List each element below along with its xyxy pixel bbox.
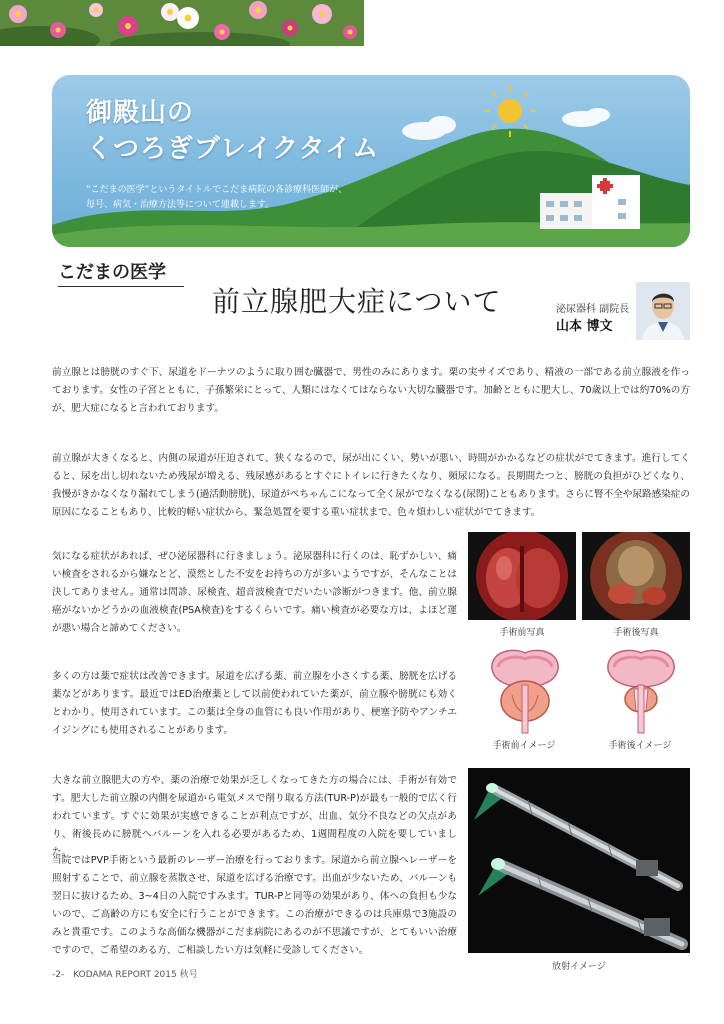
banner-desc-line1: “こだまの医学”というタイトルでこだま病院の各診療科医師が、 (86, 185, 348, 195)
laser-instrument-image (468, 768, 690, 953)
author-role: 泌尿器科 副院長 (556, 304, 630, 315)
before-surgery-photo (468, 532, 576, 620)
banner-title-line2: くつろぎブレイクタイム (86, 134, 380, 164)
before-surgery-illustration (484, 645, 566, 735)
header-flower-photo (0, 0, 364, 46)
banner-description (86, 183, 416, 213)
caption-before-photo: 手術前写真 (499, 628, 545, 638)
caption-after-photo: 手術後写真 (613, 628, 659, 638)
paragraph-medication: 多くの方は薬で症状は改善できます。尿道を広げる薬、前立腺を小さくする薬、膀胱を広げる薬などがあります。最近ではED治療薬として以前使われていた薬が、前立腺や膀胱にも効くとわかり、使用されています。この薬は全身の血管にも良い作用があり、梗塞予防やアンチエイジングにも使用されることがあります。 (52, 671, 457, 736)
paragraph-prostate-overview: 前立腺とは膀胱のすぐ下、尿道をドーナツのように取り囲む臓器で、男性のみにあります。栗の実サイズであり、精液の一部である前立腺液を作っております。女性の子宮とともに、子孫繁栄にとって、人類にはなくてはならない大切な臓器です。加齢とともに肥大し、70歳以上では約70%の方が、肥大症になると言われております。 (52, 367, 690, 414)
article-title: 前立腺肥大症について (212, 285, 502, 318)
paragraph-pvp-laser: 当院ではPVP手術という最新のレーザー治療を行っております。尿道から前立腺へレーザーを照射することで、前立腺を蒸散させ、尿道を広げる治療です。出血が少ないため、バルーンも翌日に抜けるため、3~4日の入院ですみます。TUR-Pと同等の効果があり、体への負担も少ないので、ご高齢の方にも安全に行うことができます。この治療ができるのは兵庫県で3施設のみと貴重です。このような高価な機器がこだま病院にあるのが不思議ですが、とてもいい治療ですので、ご希望のある方、ご相談したい方は気軽に受診してください。 (52, 855, 457, 956)
paragraph-surgery-turp: 大きな前立腺肥大の方や、薬の治療で効果が乏しくなってきた方の場合には、手術が有効です。肥大した前立腺の内側を尿道から電気メスで削り取る方法(TUR-P)が最も一般的で広く行われています。すぐに効果が実感できることが利点ですが、出血、気分不良などの欠点があり、術後長めに膀胱へバルーンを入れる必要があるため、1週間程度の入院を要していました。 (52, 775, 457, 858)
after-surgery-photo (582, 532, 690, 620)
after-surgery-illustration (600, 645, 682, 735)
paragraph-diagnosis: 気になる症状があれば、ぜひ泌尿器科に行きましょう。泌尿器科に行くのは、恥ずかしい、痛い検査をされるから嫌なとど、漠然とした不安をお持ちの方が多いようですが、そんなことは決してありません。通常は問診、尿検査、超音波検査でだいたい診断がつきます。他、前立腺癌がないかどうかの血液検査(PSA検査)をするくらいです。痛い検査が必要な方は、よほど運が悪い場合と諦めてください。 (52, 551, 457, 634)
series-label: こだまの医学 (58, 262, 166, 283)
author-name: 山本 博文 (556, 319, 613, 334)
author-portrait (636, 282, 690, 340)
caption-laser-image: 放射イメージ (552, 962, 606, 972)
page-footer: -2- KODAMA REPORT 2015 秋号 (52, 970, 198, 980)
banner-title (86, 95, 379, 167)
banner-desc-line2: 毎号、病気・治療方法等について連載します。 (86, 200, 275, 210)
paragraph-symptoms: 前立腺が大きくなると、内側の尿道が圧迫されて、狭くなるので、尿が出にくい、勢いが悪い、時間がかかるなどの症状がでてきます。進行してくると、尿を出し切れないため残尿が増える、残尿感があるとすぐにトイレに行きたくなり、頻尿になる。長期間たつと、膀胱の負担がひどくなり、我慢がきかなくなり漏れてしまう(過活動膀胱)、尿道がぺちゃんこになって全く尿がでなくなる(尿閉)こともあります。さらに腎不全や尿路感染症の原因になることもあり、比較的軽い症状から、緊急処置を要する重い症状まで、色々煩わしい症状がでてきます。 (52, 453, 690, 518)
caption-after-illustration: 手術後イメージ (608, 741, 672, 751)
series-underline (58, 286, 184, 287)
caption-before-illustration: 手術前イメージ (492, 741, 556, 751)
series-banner (52, 75, 690, 247)
banner-title-line1: 御殿山の (86, 98, 195, 128)
